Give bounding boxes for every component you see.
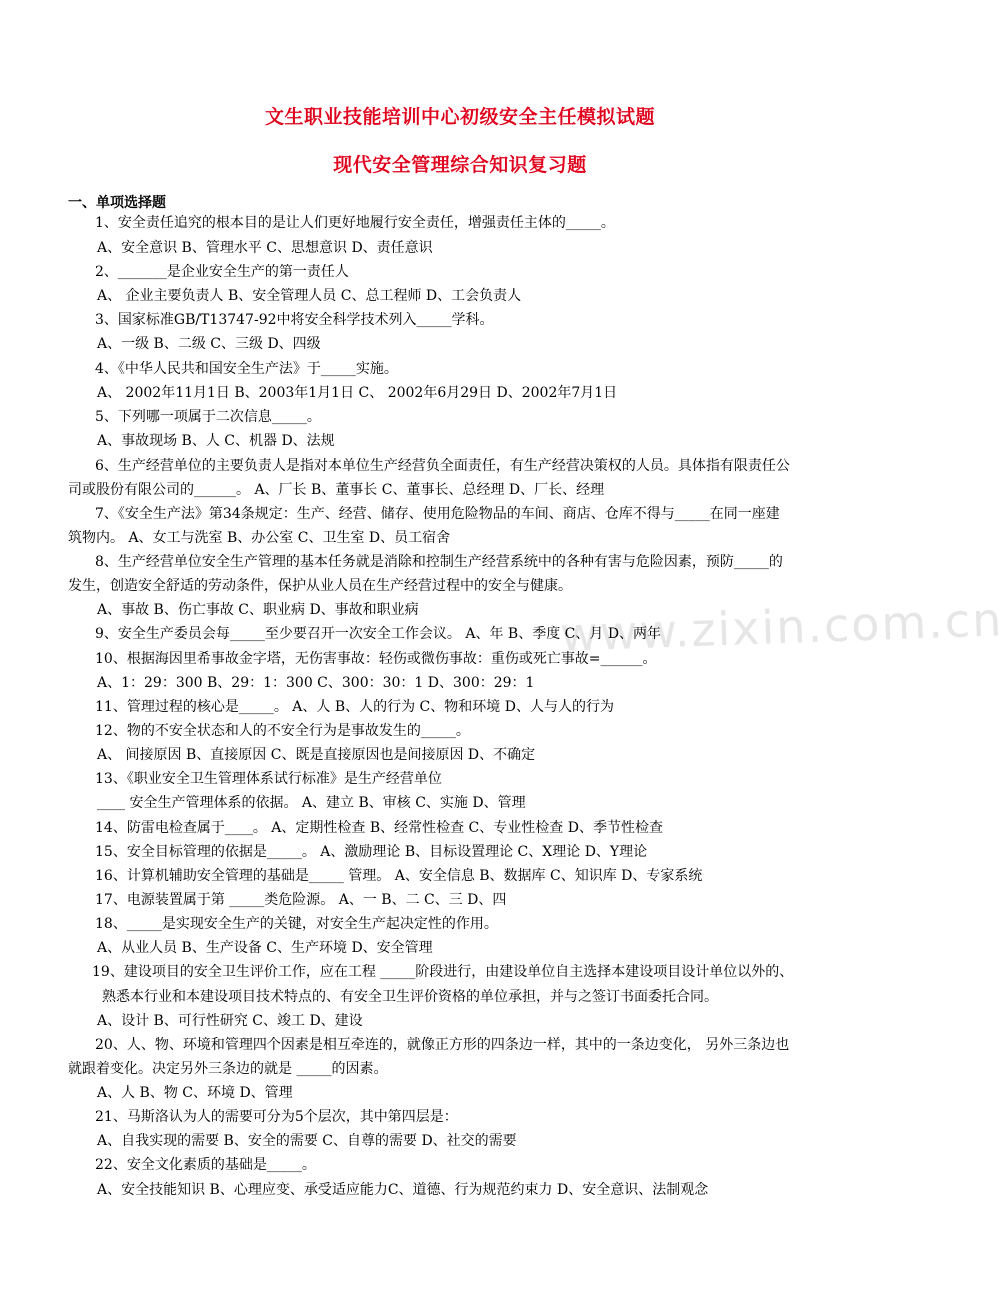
- document-line: 5、下列哪一项属于二次信息_____。: [95, 409, 321, 425]
- document-line: 发生，创造安全舒适的劳动条件，保护从业人员在生产经营过程中的安全与健康。: [68, 578, 572, 594]
- document-line: A、从业人员 B、生产设备 C、生产环境 D、安全管理: [97, 940, 433, 956]
- document-line: A、一级 B、二级 C、三级 D、四级: [97, 336, 321, 352]
- document-line: 21、马斯洛认为人的需要可分为5个层次，其中第四层是：: [95, 1109, 458, 1125]
- document-line: 9、安全生产委员会每_____至少要召开一次安全工作会议。 A、年 B、季度 C、月 D、两年: [95, 626, 662, 642]
- document-line: A、人 B、物 C、环境 D、管理: [97, 1085, 293, 1101]
- document-line: 17、电源装置属于第 _____类危险源。 A、一 B、二 C、三 D、四: [95, 892, 507, 908]
- document-line: ____ 安全生产管理体系的依据。 A、建立 B、审核 C、实施 D、管理: [97, 795, 526, 811]
- document-line: 4、《中华人民共和国安全生产法》于_____实施。: [95, 361, 398, 377]
- document-line: 18、_____是实现安全生产的关键，对安全生产起决定性的作用。: [95, 916, 498, 932]
- document-subtitle: 现代安全管理综合知识复习题: [333, 154, 587, 176]
- section-heading: 一、单项选择题: [68, 195, 166, 211]
- document-line: 12、物的不安全状态和人的不安全行为是事故发生的_____。: [95, 723, 470, 739]
- watermark-text: www.zixin.com.cn: [559, 592, 1004, 662]
- document-line: A、 间接原因 B、直接原因 C、既是直接原因也是间接原因 D、不确定: [97, 747, 536, 763]
- document-line: 13、《职业安全卫生管理体系试行标准》是生产经营单位: [95, 771, 442, 787]
- document-line: 11、管理过程的核心是_____。 A、人 B、人的行为 C、物和环境 D、人与人的行为: [95, 699, 614, 715]
- document-title: 文生职业技能培训中心初级安全主任模拟试题: [264, 106, 655, 128]
- document-line: 10、根据海因里希事故金字塔，无伤害事故：轻伤或微伤事故：重伤或死亡事故=______。: [95, 651, 657, 667]
- document-line: 20、人、物、环境和管理四个因素是相互牵连的，就像正方形的四条边一样，其中的一条边变化， 另外三条边也: [95, 1037, 790, 1053]
- document-line: A、安全意识 B、管理水平 C、思想意识 D、责任意识: [97, 240, 433, 256]
- document-line: 6、生产经营单位的主要负责人是指对本单位生产经营负全面责任，有生产经营决策权的人员。具体指有限责任公: [95, 458, 790, 474]
- document-line: 筑物内。 A、女工与洗室 B、办公室 C、卫生室 D、员工宿舍: [68, 530, 451, 546]
- document-line: A、自我实现的需要 B、安全的需要 C、自尊的需要 D、社交的需要: [97, 1133, 517, 1149]
- document-line: 司或股份有限公司的______。 A、厂长 B、董事长 C、董事长、总经理 D、厂长、经理: [68, 482, 605, 498]
- document-line: A、1：29：300 B、29：1：300 C、300：30：1 D、300：29：1: [97, 675, 535, 691]
- document-line: 2、_______是企业安全生产的第一责任人: [95, 264, 349, 280]
- document-line: 14、防雷电检查属于____。 A、定期性检查 B、经常性检查 C、专业性检查 D、季节性检查: [95, 820, 663, 836]
- document-line: 3、国家标准GB/T13747-92中将安全科学技术列入_____学科。: [95, 312, 494, 328]
- document-line: A、事故现场 B、人 C、机器 D、法规: [97, 433, 335, 449]
- document-line: 15、安全目标管理的依据是_____。 A、激励理论 B、目标设置理论 C、X理论 D、Y理论: [95, 844, 648, 860]
- document-line: 7、《安全生产法》第34条规定：生产、经营、储存、使用危险物品的车间、商店、仓库不得与_____在同一座建: [95, 506, 780, 522]
- document-line: 8、生产经营单位安全生产管理的基本任务就是消除和控制生产经营系统中的各种有害与危险因素，预防_____的: [95, 554, 783, 570]
- document-line: 1、安全责任追究的根本目的是让人们更好地履行安全责任，增强责任主体的_____。: [95, 215, 615, 231]
- document-line: 就跟着变化。决定另外三条边的就是 _____的因素。: [68, 1061, 388, 1077]
- document-line: 熟悉本行业和本建设项目技术特点的、有安全卫生评价资格的单位承担，并与之签订书面委托合同。: [102, 989, 718, 1005]
- document-line: 22、安全文化素质的基础是_____。: [95, 1157, 316, 1173]
- document-line: A、安全技能知识 B、心理应变、承受适应能力C、道德、行为规范约束力 D、安全意识、法制观念: [97, 1182, 709, 1198]
- document-line: A、设计 B、可行性研究 C、竣工 D、建设: [97, 1013, 363, 1029]
- document-line: A、 2002年11月1日 B、2003年1月1日 C、 2002年6月29日 D、2002年7月1日: [97, 385, 618, 401]
- document-line: 16、计算机辅助安全管理的基础是_____ 管理。 A、安全信息 B、数据库 C、知识库 D、专家系统: [95, 868, 703, 884]
- document-line: A、 企业主要负责人 B、安全管理人员 C、总工程师 D、工会负责人: [97, 288, 522, 304]
- document-line: 19、建设项目的安全卫生评价工作，应在工程 _____阶段进行，由建设单位自主选择本建设项目设计单位以外的、: [92, 964, 794, 980]
- document-line: A、事故 B、伤亡事故 C、职业病 D、事故和职业病: [97, 602, 419, 618]
